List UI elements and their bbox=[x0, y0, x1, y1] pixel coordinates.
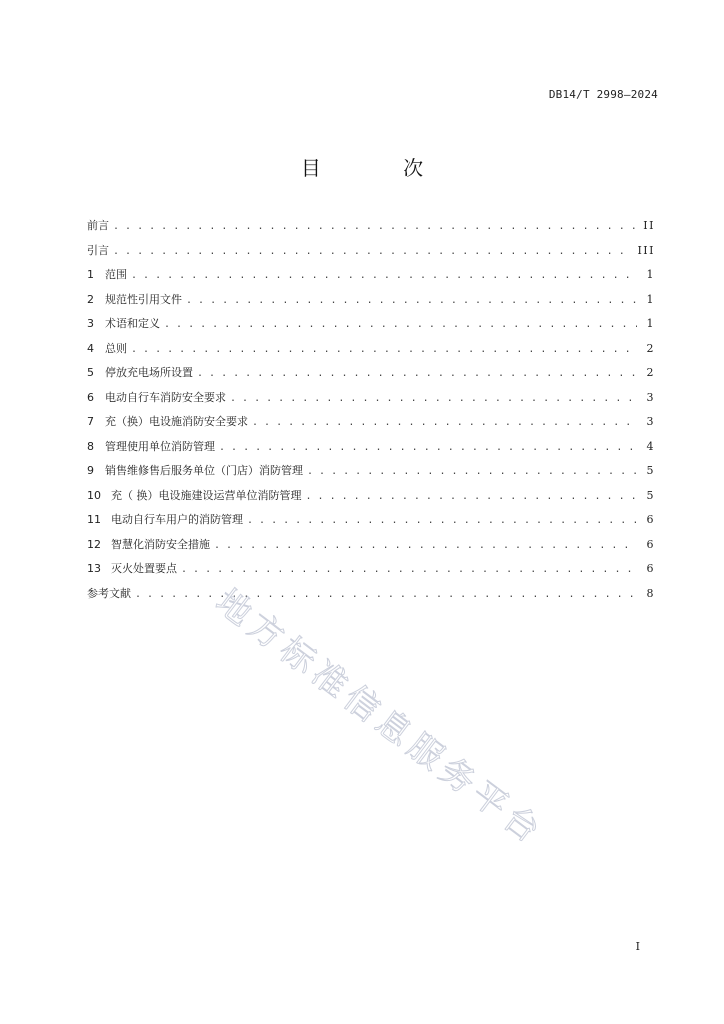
toc-entry-label: 充（换）电设施消防安全要求 bbox=[105, 415, 248, 428]
toc-entry-page: 6 bbox=[646, 513, 655, 526]
toc-entry-number: 3 bbox=[87, 317, 94, 330]
toc-entry[interactable] bbox=[87, 463, 655, 488]
table-of-contents bbox=[87, 218, 655, 610]
toc-entry[interactable] bbox=[87, 243, 655, 268]
toc-entry[interactable] bbox=[87, 488, 655, 513]
toc-entry-label: 电动自行车消防安全要求 bbox=[105, 390, 226, 404]
toc-entry-label: 范围 bbox=[105, 268, 127, 281]
toc-entry-label: 停放充电场所设置 bbox=[105, 366, 193, 379]
toc-entry-page: III bbox=[637, 243, 655, 257]
toc-entry[interactable] bbox=[87, 537, 655, 562]
toc-leader-dots bbox=[186, 293, 637, 309]
toc-entry-page: 6 bbox=[646, 562, 655, 575]
toc-title: 目 次 bbox=[300, 156, 462, 180]
toc-entry-number: 1 bbox=[87, 268, 94, 281]
toc-entry-label: 智慧化消防安全措施 bbox=[111, 537, 210, 551]
toc-entry-number: 8 bbox=[87, 439, 94, 453]
toc-leader-dots bbox=[164, 317, 637, 333]
page-number: I bbox=[635, 940, 640, 953]
toc-leader-dots bbox=[219, 440, 637, 456]
toc-entry[interactable] bbox=[87, 390, 655, 415]
toc-entry-page: 3 bbox=[646, 415, 655, 428]
toc-entry-label: 灭火处置要点 bbox=[111, 562, 177, 575]
toc-entry-number: 11 bbox=[87, 513, 101, 526]
toc-entry[interactable] bbox=[87, 512, 655, 537]
toc-leader-dots bbox=[252, 415, 637, 431]
toc-entry[interactable] bbox=[87, 586, 655, 611]
toc-entry[interactable] bbox=[87, 292, 655, 317]
toc-entry-page: 5 bbox=[646, 464, 655, 477]
toc-entry-label: 总则 bbox=[105, 341, 127, 355]
toc-entry[interactable] bbox=[87, 414, 655, 439]
toc-entry[interactable] bbox=[87, 316, 655, 341]
toc-entry[interactable] bbox=[87, 341, 655, 366]
toc-entry-label: 参考文献 bbox=[87, 586, 131, 600]
toc-entry-label: 引言 bbox=[87, 243, 109, 257]
toc-leader-dots bbox=[131, 342, 637, 358]
toc-entry-page: 4 bbox=[646, 439, 655, 453]
toc-entry-page: 1 bbox=[646, 292, 655, 306]
toc-leader-dots bbox=[307, 464, 637, 480]
toc-entry[interactable] bbox=[87, 218, 655, 243]
toc-entry-label: 管理使用单位消防管理 bbox=[105, 439, 215, 453]
toc-entry-page: 1 bbox=[646, 317, 655, 330]
toc-entry-number: 13 bbox=[87, 562, 101, 575]
toc-entry-label: 前言 bbox=[87, 219, 109, 232]
toc-entry-number: 6 bbox=[87, 390, 94, 404]
toc-leader-dots bbox=[230, 391, 637, 407]
toc-leader-dots bbox=[181, 562, 637, 578]
toc-entry-page: 8 bbox=[646, 586, 655, 600]
toc-entry[interactable] bbox=[87, 365, 655, 390]
toc-entry-label: 销售维修售后服务单位（门店）消防管理 bbox=[105, 464, 303, 477]
toc-entry-page: 5 bbox=[646, 488, 655, 502]
toc-leader-dots bbox=[113, 244, 631, 260]
toc-leader-dots bbox=[247, 513, 637, 529]
toc-entry[interactable] bbox=[87, 439, 655, 464]
toc-leader-dots bbox=[306, 489, 638, 505]
toc-entry-number: 10 bbox=[87, 488, 101, 502]
toc-entry-number: 2 bbox=[87, 292, 94, 306]
toc-entry-page: 2 bbox=[646, 366, 655, 379]
toc-leader-dots bbox=[197, 366, 637, 382]
toc-entry-page: II bbox=[643, 219, 655, 232]
toc-entry-label: 术语和定义 bbox=[105, 317, 160, 330]
standard-code: DB14/T 2998—2024 bbox=[548, 88, 658, 101]
toc-entry-label: 电动自行车用户的消防管理 bbox=[111, 513, 243, 526]
toc-entry-label: 充（ 换）电设施建设运营单位消防管理 bbox=[111, 488, 302, 502]
toc-leader-dots bbox=[214, 538, 637, 554]
toc-entry-page: 6 bbox=[646, 537, 655, 551]
toc-entry[interactable] bbox=[87, 561, 655, 586]
toc-entry-page: 1 bbox=[646, 268, 655, 281]
toc-entry-number: 12 bbox=[87, 537, 101, 551]
toc-entry-page: 2 bbox=[646, 341, 655, 355]
toc-leader-dots bbox=[135, 587, 637, 603]
toc-entry-number: 5 bbox=[87, 366, 94, 379]
toc-entry[interactable] bbox=[87, 267, 655, 292]
toc-leader-dots bbox=[113, 219, 637, 235]
watermark-text: 地方标准信息服务平台 bbox=[208, 581, 552, 855]
toc-entry-label: 规范性引用文件 bbox=[105, 292, 182, 306]
toc-entry-number: 7 bbox=[87, 415, 94, 428]
toc-entry-number: 9 bbox=[87, 464, 94, 477]
toc-entry-page: 3 bbox=[646, 390, 655, 404]
toc-entry-number: 4 bbox=[87, 341, 94, 355]
toc-leader-dots bbox=[131, 268, 637, 284]
